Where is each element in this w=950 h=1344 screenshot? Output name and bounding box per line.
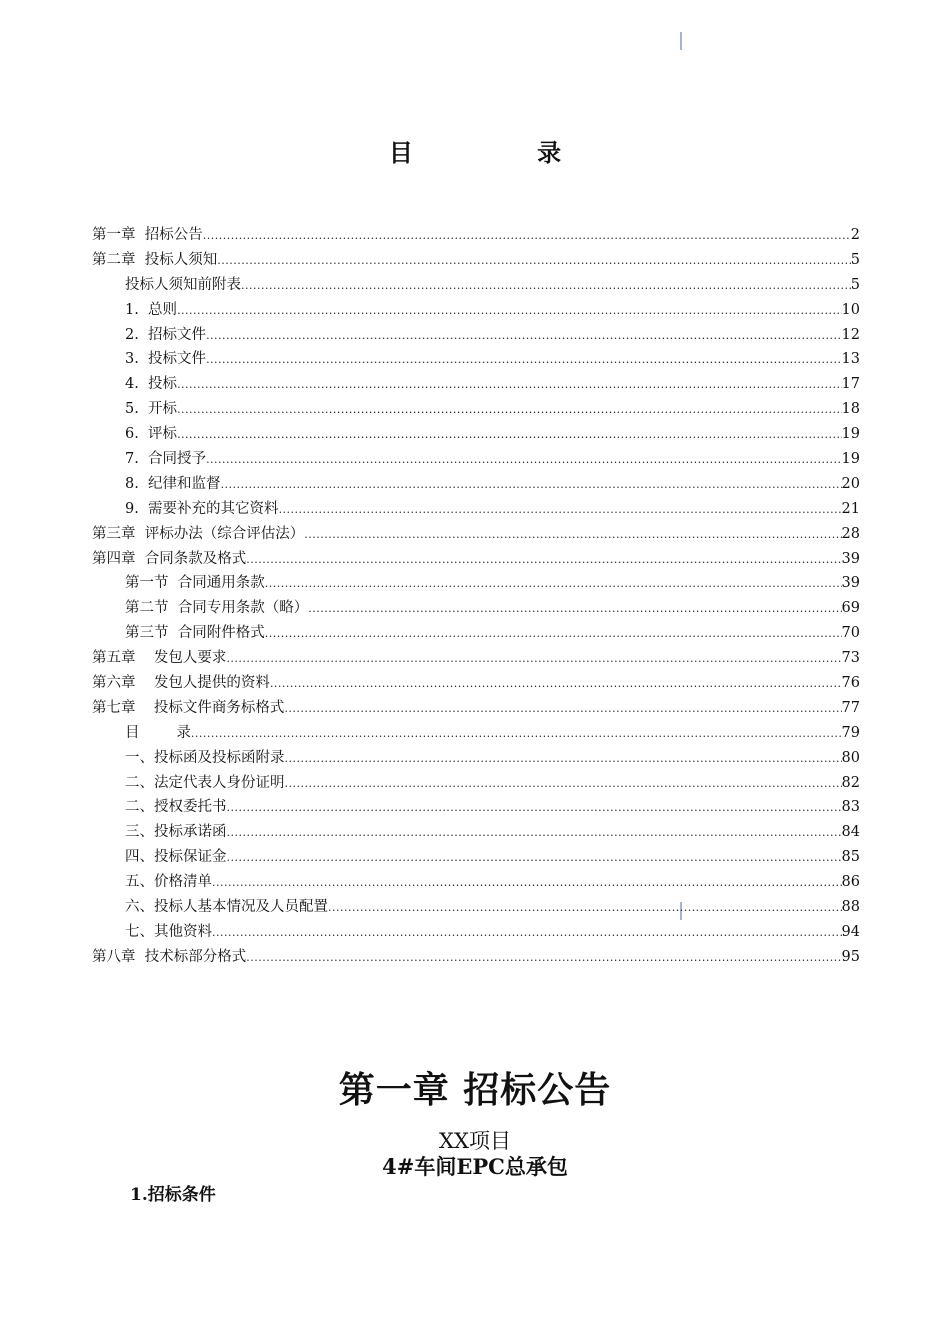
toc-entry[interactable]: [92, 273, 860, 298]
toc-entry-page: 86: [841, 874, 860, 891]
toc-entry-label: 第二节 合同专用条款（略）: [125, 600, 309, 617]
toc-entry-label: 一、投标函及投标函附录: [125, 749, 285, 766]
toc-leader-dots: [177, 299, 841, 324]
toc-entry-label: 六、投标人基本情况及人员配置: [125, 899, 328, 916]
toc-entry[interactable]: [92, 497, 860, 522]
toc-entry-label: 七、其他资料: [125, 923, 212, 940]
toc-leader-dots: [241, 274, 851, 299]
toc-entry[interactable]: [92, 571, 860, 596]
toc-entry[interactable]: [92, 372, 860, 397]
toc-leader-dots: [226, 647, 841, 672]
toc-leader-dots: [265, 572, 842, 597]
chapter-heading: 第一章 招标公告: [338, 1069, 612, 1111]
toc-entry-page: 70: [841, 625, 860, 642]
toc-entry-label: 第八章 技术标部分格式: [92, 948, 247, 965]
toc-entry-page: 17: [841, 376, 860, 393]
toc-entry-page: 82: [841, 774, 860, 791]
toc-entry-label: 2. 招标文件: [125, 326, 207, 343]
toc-entry-page: 20: [841, 475, 860, 492]
toc-leader-dots: [221, 473, 842, 498]
toc-entry[interactable]: [92, 347, 860, 372]
toc-entry-page: 19: [841, 426, 860, 443]
toc-entry-page: 13: [841, 351, 860, 368]
toc-leader-dots: [191, 722, 842, 747]
toc-entry[interactable]: [92, 248, 860, 273]
toc-entry-page: 18: [841, 401, 860, 418]
toc-entry-page: 83: [841, 799, 860, 816]
project-name: XX项目: [439, 1129, 511, 1153]
toc-entry-page: 39: [841, 575, 860, 592]
toc-leader-dots: [285, 747, 842, 772]
toc-entry[interactable]: [92, 646, 860, 671]
toc-entry-page: 12: [841, 326, 860, 343]
toc-entry-label: 5. 开标: [125, 401, 178, 418]
toc-entry-page: 85: [841, 849, 860, 866]
toc-entry[interactable]: [92, 522, 860, 547]
toc-entry-label: 8. 纪律和监督: [125, 475, 221, 492]
toc-entry[interactable]: [92, 820, 860, 845]
toc-title: 目 录: [388, 138, 620, 167]
toc-entry[interactable]: [92, 771, 860, 796]
toc-leader-dots: [279, 498, 842, 523]
toc-entry-label: 6. 评标: [125, 426, 178, 443]
toc-entry-label: 第二章 投标人须知: [92, 251, 218, 268]
toc-entry-label: 二、授权委托书: [125, 799, 227, 816]
toc-entry-label: 二、法定代表人身份证明: [125, 774, 285, 791]
toc-entry[interactable]: [92, 920, 860, 945]
toc-entry-label: 五、价格清单: [125, 874, 212, 891]
toc-entry[interactable]: [92, 472, 860, 497]
toc-entry-label: 投标人须知前附表: [125, 276, 241, 293]
toc-entry-page: 28: [841, 525, 860, 542]
toc-entry[interactable]: [92, 223, 860, 248]
project-title: 4#车间EPC总承包: [382, 1154, 568, 1179]
toc-leader-dots: [206, 348, 841, 373]
toc-leader-dots: [227, 821, 842, 846]
toc-leader-dots: [246, 548, 841, 573]
toc-entry-page: 84: [841, 824, 860, 841]
toc-leader-dots: [265, 622, 842, 647]
toc-entry[interactable]: [92, 596, 860, 621]
toc-entry-page: 79: [841, 724, 860, 741]
section-heading: 1.招标条件: [130, 1185, 216, 1205]
toc-leader-dots: [206, 324, 841, 349]
toc-entry-label: 三、投标承诺函: [125, 824, 227, 841]
toc-entry[interactable]: [92, 422, 860, 447]
toc-entry[interactable]: [92, 895, 860, 920]
toc-entry-label: 第一章 招标公告: [92, 227, 203, 243]
toc-entry-page: 5: [850, 276, 860, 293]
toc-entry[interactable]: [92, 447, 860, 472]
toc-entry[interactable]: [92, 298, 860, 323]
toc-leader-dots: [308, 597, 841, 622]
toc-entry-page: 94: [841, 923, 860, 940]
toc-entry-label: 第七章 投标文件商务标格式: [92, 699, 285, 716]
toc-entry-page: 95: [841, 948, 860, 965]
toc-entry[interactable]: [92, 621, 860, 646]
toc-entry[interactable]: [92, 323, 860, 348]
toc-leader-dots: [246, 946, 841, 971]
toc-entry-label: 9. 需要补充的其它资料: [125, 500, 279, 517]
toc-leader-dots: [285, 772, 842, 797]
toc-leader-dots: [206, 448, 841, 473]
toc-entry[interactable]: [92, 795, 860, 820]
toc-entry-page: 5: [850, 251, 860, 268]
toc-leader-dots: [328, 896, 842, 921]
toc-leader-dots: [284, 697, 841, 722]
toc-entry-page: 76: [841, 675, 860, 692]
toc-entry-page: 80: [841, 749, 860, 766]
toc-leader-dots: [177, 373, 841, 398]
toc-entry[interactable]: [92, 671, 860, 696]
toc-leader-dots: [227, 846, 842, 871]
toc-entry-label: 第三章 评标办法（综合评估法）: [92, 525, 305, 542]
toc-leader-dots: [304, 523, 841, 548]
toc-entry-label: 四、投标保证金: [125, 849, 227, 866]
table-of-contents: [92, 223, 860, 970]
toc-leader-dots: [203, 224, 851, 249]
toc-entry-page: 69: [841, 600, 860, 617]
toc-entry-label: 7. 合同授予: [125, 451, 207, 468]
toc-entry-page: 19: [841, 451, 860, 468]
toc-entry-page: 88: [841, 899, 860, 916]
toc-entry-label: 1. 总则: [125, 301, 178, 318]
toc-entry-label: 第六章 发包人提供的资料: [92, 675, 270, 692]
toc-entry-label: 第一节 合同通用条款: [125, 575, 265, 592]
toc-entry-page: 77: [841, 699, 860, 716]
toc-entry-page: 39: [841, 550, 860, 567]
toc-leader-dots: [217, 249, 851, 274]
toc-entry[interactable]: [92, 397, 860, 422]
toc-entry-page: 73: [841, 650, 860, 667]
toc-entry-label: 第四章 合同条款及格式: [92, 550, 247, 567]
toc-leader-dots: [177, 398, 841, 423]
toc-entry[interactable]: [92, 845, 860, 870]
toc-entry[interactable]: [92, 746, 860, 771]
toc-entry-page: 21: [841, 500, 860, 517]
toc-entry[interactable]: [92, 696, 860, 721]
toc-leader-dots: [177, 423, 841, 448]
toc-entry-label: 第五章 发包人要求: [92, 650, 227, 667]
toc-entry[interactable]: [92, 721, 860, 746]
toc-entry-page: 10: [841, 301, 860, 318]
toc-entry[interactable]: [92, 547, 860, 572]
toc-leader-dots: [212, 921, 842, 946]
toc-entry[interactable]: [92, 945, 860, 970]
toc-entry-page: 2: [850, 227, 860, 243]
toc-entry-label: 3. 投标文件: [125, 351, 207, 368]
toc-leader-dots: [227, 796, 842, 821]
toc-leader-dots: [270, 672, 842, 697]
toc-entry-label: 4. 投标: [125, 376, 178, 393]
toc-entry-label: 目 录: [125, 724, 191, 741]
toc-entry-label: 第三节 合同附件格式: [125, 625, 265, 642]
toc-entry[interactable]: [92, 870, 860, 895]
toc-leader-dots: [212, 871, 842, 896]
text-cursor-marker: [680, 32, 682, 50]
